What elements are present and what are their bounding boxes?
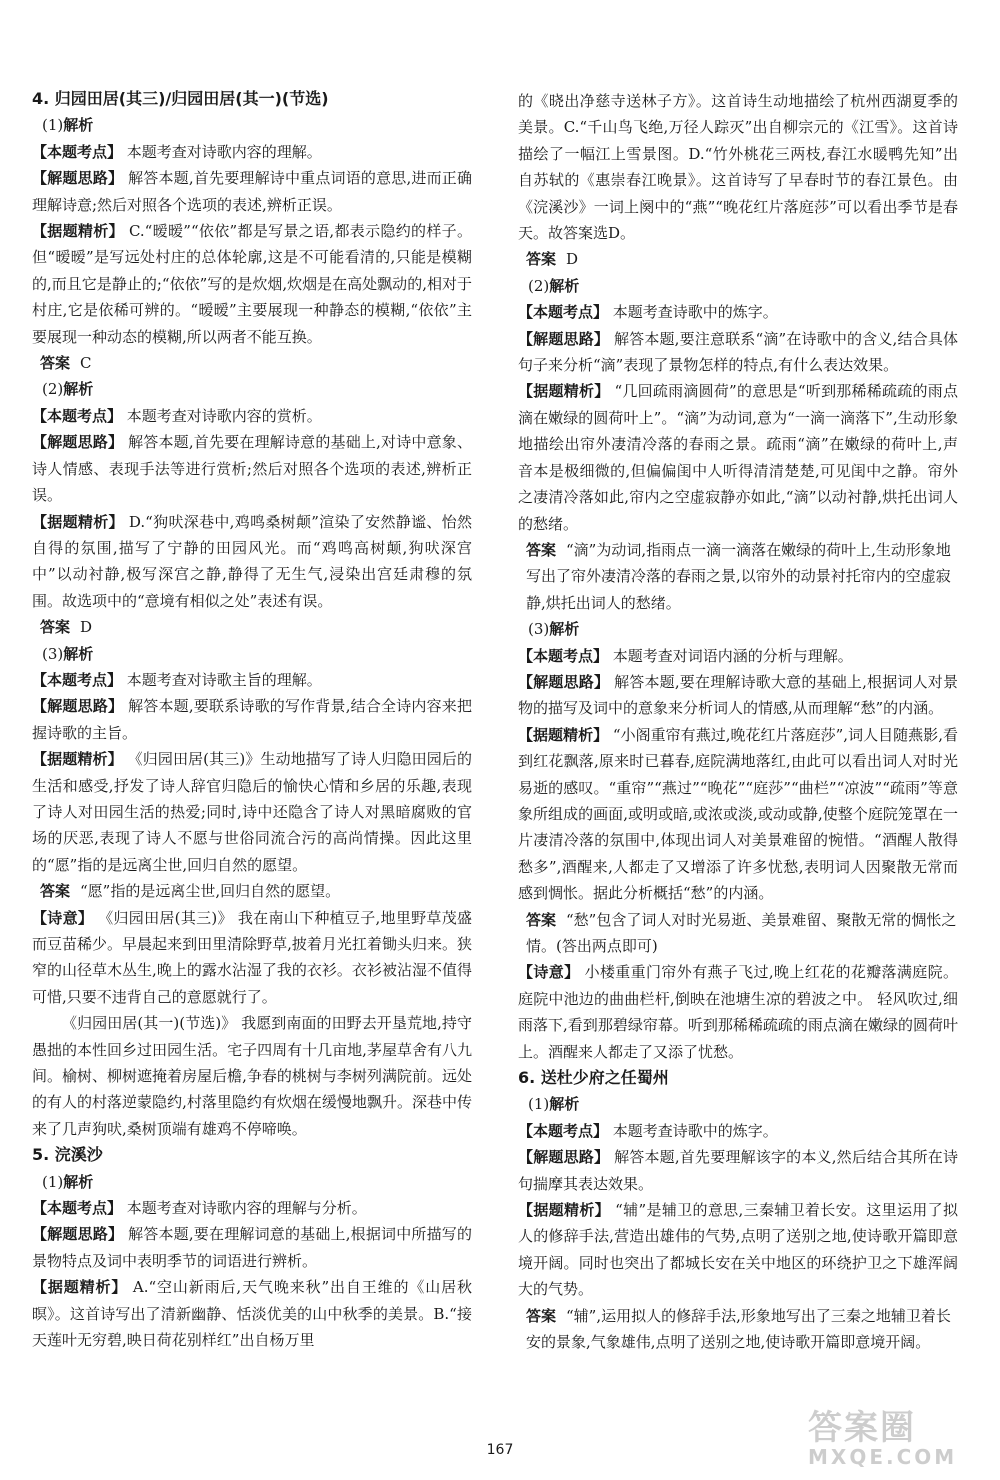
sub-question-label bbox=[32, 112, 472, 138]
paragraph-text: 解答本题,要在理解诗歌大意的基础上,根据词人对景物的描写及词中的意象来分析词人的情感,从而理解“愁”的内涵。 bbox=[518, 672, 958, 718]
bracket-tag: 【据题精析】 bbox=[32, 222, 124, 241]
sub-question-label bbox=[32, 376, 472, 402]
bracket-tag: 【据题精析】 bbox=[518, 725, 609, 744]
paragraph-text: 本题考查对词语内涵的分析与理解。 bbox=[608, 646, 853, 665]
explanation-paragraph bbox=[518, 643, 958, 669]
question-number: (2) bbox=[42, 380, 64, 399]
paragraph-text: “辅”是辅卫的意思,三秦辅卫着长安。这里运用了拟人的修辞手法,营造出雄伟的气势,点明了送别之地,使诗歌开篇即意境开阔。同时也突出了都城长安在关中地区的环绕护卫之下雄浑阔大的气势。 bbox=[518, 1201, 958, 1299]
explanation-paragraph bbox=[32, 693, 472, 746]
question-number: (3) bbox=[42, 644, 64, 663]
right-column bbox=[518, 88, 958, 1356]
paragraph-text: 小楼重重门帘外有燕子飞过,晚上红花的花瓣落满庭院。庭院中池边的曲曲栏杆,倒映在池塘生凉的碧波之中。 轻风吹过,细雨落下,看到那碧绿帘幕。听到那稀稀疏疏的雨点滴在嫩绿的圆荷叶上。酒醒来人都走了又添了忧愁。 bbox=[518, 963, 958, 1061]
bracket-tag: 【本题考点】 bbox=[32, 142, 123, 161]
paragraph-text: 本题考查对诗歌内容的理解。 bbox=[122, 142, 322, 161]
answer-label: 答案 bbox=[526, 910, 557, 929]
sub-question-label bbox=[518, 273, 958, 299]
paragraph-text: A.“空山新雨后,天气晚来秋”出自王维的《山居秋暝》。这首诗写出了清新幽静、恬淡优美的山中秋季的美景。B.“接天莲叶无穷碧,映日荷花别样红”出自杨万里 bbox=[32, 1278, 472, 1350]
paragraph-text: “小阁重帘有燕过,晚花红片落庭莎”,词人目随燕影,看到红花飘落,原来时已暮春,庭院满地落红,由此可以看出词人对时光易逝的感叹。“重帘”“燕过”“晚花”“庭莎”“曲栏”“凉波”“疏雨”等意象所组成的画面,或明或暗,或浓或淡,或动或静,使整个庭院笼罩在一片凄清冷落的氛围中,体现出词人对美景难留的惋惜。“酒醒人散得愁多”,酒醒来,人都走了又增添了许多忧愁,表明词人因聚散无常而感到惆怅。据此分析概括“愁”的内涵。 bbox=[518, 725, 958, 903]
explanation-paragraph bbox=[32, 667, 472, 693]
answer-line bbox=[518, 907, 958, 960]
paragraph-text: 本题考查诗歌中的炼字。 bbox=[608, 1121, 778, 1140]
sub-question-label bbox=[518, 1091, 958, 1117]
watermark-url: MXQE.COM bbox=[808, 1445, 958, 1469]
watermark-text: 答案圈 bbox=[808, 1408, 916, 1448]
explanation-paragraph bbox=[518, 1197, 958, 1303]
translation-paragraph: 《归园田居(其一)(节选)》 我愿到南面的田野去开垦荒地,持守愚拙的本性回乡过田园生活。宅子四周有十几亩地,茅屋草舍有八九间。榆树、柳树遮掩着房屋后檐,争春的桃树与李树列满院前。远处的有人的村落逆蒙隐约,村落里隐约有炊烟在缓慢地飘升。深巷中传来了几声狗吠,桑树顶端有雄鸡不停啼唤。 bbox=[32, 1014, 472, 1138]
bracket-tag: 【解题思路】 bbox=[32, 697, 124, 716]
answer-text: “愿”指的是远离尘世,回归自然的愿望。 bbox=[80, 882, 341, 901]
analysis-label: 解析 bbox=[63, 116, 94, 135]
explanation-paragraph bbox=[32, 905, 472, 1011]
page-number: 167 bbox=[486, 1442, 514, 1458]
paragraph-text: 解答本题,要联系诗歌的写作背景,结合全诗内容来把握诗歌的主旨。 bbox=[32, 697, 472, 742]
paragraph-text: 本题考查诗歌中的炼字。 bbox=[608, 303, 778, 322]
question-number: (1) bbox=[42, 1172, 64, 1191]
bracket-tag: 【据题精析】 bbox=[518, 382, 610, 401]
answer-line bbox=[518, 1303, 958, 1356]
analysis-label: 解析 bbox=[549, 276, 580, 295]
explanation-paragraph bbox=[32, 746, 472, 878]
answer-line bbox=[518, 537, 958, 616]
watermark-logo bbox=[808, 1410, 978, 1470]
bracket-tag: 【本题考点】 bbox=[518, 646, 609, 665]
answer-line bbox=[32, 350, 472, 376]
paragraph-text: 解答本题,首先要在理解诗意的基础上,对诗中意象、诗人情感、表现手法等进行赏析;然后对照各个选项的表述,辨析正误。 bbox=[32, 433, 472, 505]
bracket-tag: 【本题考点】 bbox=[518, 1121, 609, 1140]
question-number: (1) bbox=[528, 1095, 550, 1114]
explanation-paragraph bbox=[32, 165, 472, 218]
bracket-tag: 【据题精析】 bbox=[32, 750, 123, 769]
analysis-label: 解析 bbox=[63, 1172, 94, 1191]
answer-line bbox=[32, 878, 472, 904]
bracket-tag: 【解题思路】 bbox=[518, 329, 610, 348]
paragraph-text: 本题考查对诗歌内容的理解与分析。 bbox=[122, 1199, 367, 1218]
explanation-paragraph bbox=[32, 139, 472, 165]
explanation-paragraph bbox=[32, 429, 472, 508]
answer-label: 答案 bbox=[40, 354, 71, 373]
paragraph-text: 解答本题,首先要理解该字的本义,然后结合其所在诗句揣摩其表达效果。 bbox=[518, 1148, 958, 1193]
bracket-tag: 【解题思路】 bbox=[518, 672, 610, 691]
explanation-paragraph bbox=[518, 669, 958, 722]
question-number: (2) bbox=[528, 276, 550, 295]
bracket-tag: 【解题思路】 bbox=[32, 433, 124, 452]
explanation-paragraph bbox=[32, 1195, 472, 1221]
continued-paragraph: 的《晓出净慈寺送林子方》。这首诗生动地描绘了杭州西湖夏季的美景。C.“千山鸟飞绝,万径人踪灭”出自柳宗元的《江雪》。这首诗描绘了一幅江上雪景图。D.“竹外桃花三两枝,春江水暖鸭先知”出自苏轼的《惠崇春江晚景》。这首诗写了早春时节的春江景色。由《浣溪沙》一词上阕中的“燕”“晚花红片落庭莎”可以看出季节是春天。故答案选D。 bbox=[518, 92, 958, 243]
section-heading: 4. 归园田居(其三)/归园田居(其一)(节选) bbox=[32, 89, 329, 108]
explanation-paragraph bbox=[32, 218, 472, 350]
answer-line bbox=[518, 246, 958, 272]
question-number: (3) bbox=[528, 620, 550, 639]
bracket-tag: 【解题思路】 bbox=[518, 1148, 610, 1167]
bracket-tag: 【诗意】 bbox=[518, 963, 580, 982]
bracket-tag: 【解题思路】 bbox=[32, 169, 124, 188]
explanation-paragraph bbox=[32, 1274, 472, 1353]
paragraph-text: 解答本题,要在理解词意的基础上,根据词中所描写的景物特点及词中表明季节的词语进行辨析。 bbox=[32, 1225, 472, 1270]
explanation-paragraph bbox=[518, 722, 958, 907]
paragraph-text: 本题考查对诗歌主旨的理解。 bbox=[122, 670, 322, 689]
answer-line bbox=[32, 614, 472, 640]
bracket-tag: 【据题精析】 bbox=[32, 512, 124, 531]
paragraph-text: C.“暧暧”“依依”都是写景之语,都表示隐约的样子。但“暧暧”是写远处村庄的总体轮廓,这是不可能看清的,只能是模糊的,而且它是静止的;“依依”写的是炊烟,炊烟是在高处飘动的,相对于村庄,它是依稀可辨的。“暧暧”主要展现一种静态的模糊,“依依”主要展现一种动态的模糊,所以两者不能互换。 bbox=[32, 222, 472, 346]
answer-text: D bbox=[566, 250, 579, 269]
answer-label: 答案 bbox=[526, 1306, 557, 1325]
paragraph-text: 解答本题,首先要理解诗中重点词语的意思,进而正确理解诗意;然后对照各个选项的表述,辨析正误。 bbox=[32, 169, 472, 214]
answer-text: “辅”,运用拟人的修辞手法,形象地写出了三秦之地辅卫着长安的景象,气象雄伟,点明了送别之地,使诗歌开篇即意境开阔。 bbox=[526, 1306, 951, 1352]
question-number: (1) bbox=[42, 116, 64, 135]
explanation-paragraph bbox=[518, 378, 958, 536]
paragraph-text: 本题考查对诗歌内容的赏析。 bbox=[122, 406, 322, 425]
answer-label: 答案 bbox=[526, 250, 557, 269]
paragraph-text: 解答本题,要注意联系“滴”在诗歌中的含义,结合具体句子来分析“滴”表现了景物怎样的特点,有什么表达效果。 bbox=[518, 329, 958, 375]
paragraph-text: D.“狗吠深巷中,鸡鸣桑树颠”渲染了安然静谧、怡然自得的氛围,描写了宁静的田园风光。而“鸡鸣高树颠,狗吠深宫中”以动衬静,极写深宫之静,静得了无生气,浸染出宫廷肃穆的氛围。故选项中的“意境有相似之处”表述有误。 bbox=[32, 512, 472, 610]
bracket-tag: 【本题考点】 bbox=[32, 670, 123, 689]
explanation-paragraph bbox=[518, 1144, 958, 1197]
left-column bbox=[32, 86, 472, 1354]
sub-question-label bbox=[32, 641, 472, 667]
explanation-paragraph bbox=[32, 1221, 472, 1274]
explanation-paragraph bbox=[32, 509, 472, 615]
explanation-paragraph bbox=[518, 326, 958, 379]
bracket-tag: 【本题考点】 bbox=[518, 303, 609, 322]
bracket-tag: 【本题考点】 bbox=[32, 406, 123, 425]
paragraph-text: “几回疏雨滴圆荷”的意思是“听到那稀稀疏疏的雨点滴在嫩绿的圆荷叶上”。“滴”为动词,意为“一滴一滴落下”,生动形象地描绘出帘外凄清冷落的春雨之景。疏雨“滴”在嫩绿的荷叶上,声音本是极细微的,但偏偏闺中人听得清清楚楚,可见闺中之静。帘外之凄清冷落如此,帘内之空虚寂静亦如此,“滴”以动衬静,烘托出词人的愁绪。 bbox=[518, 382, 958, 533]
analysis-label: 解析 bbox=[549, 1095, 580, 1114]
answer-label: 答案 bbox=[40, 618, 71, 637]
bracket-tag: 【据题精析】 bbox=[518, 1201, 611, 1220]
explanation-paragraph bbox=[32, 403, 472, 429]
explanation-paragraph bbox=[518, 959, 958, 1065]
answer-label: 答案 bbox=[40, 882, 71, 901]
sub-question-label bbox=[32, 1169, 472, 1195]
answer-text: C bbox=[80, 354, 92, 373]
paragraph-text: 《归园田居(其三)》 我在南山下种植豆子,地里野草茂盛而豆苗稀少。早晨起来到田里清除野草,披着月光扛着锄头归来。狭窄的山径草木丛生,晚上的露水沾湿了我的衣衫。衣衫被沾湿不值得可惜,只要不违背自己的意愿就行了。 bbox=[32, 908, 472, 1006]
bracket-tag: 【解题思路】 bbox=[32, 1225, 124, 1244]
analysis-label: 解析 bbox=[63, 380, 94, 399]
section-heading: 6. 送杜少府之任蜀州 bbox=[518, 1068, 669, 1088]
sub-question-label bbox=[518, 616, 958, 642]
bracket-tag: 【据题精析】 bbox=[32, 1278, 128, 1297]
bracket-tag: 【本题考点】 bbox=[32, 1199, 123, 1218]
explanation-paragraph bbox=[518, 1118, 958, 1144]
bracket-tag: 【诗意】 bbox=[32, 908, 94, 927]
analysis-label: 解析 bbox=[63, 644, 94, 663]
explanation-paragraph bbox=[518, 299, 958, 325]
answer-text: “滴”为动词,指雨点一滴一滴落在嫩绿的荷叶上,生动形象地写出了帘外凄清冷落的春雨之景,以帘外的动景衬托帘内的空虚寂静,烘托出词人的愁绪。 bbox=[526, 540, 951, 612]
section-heading: 5. 浣溪沙 bbox=[32, 1145, 103, 1165]
paragraph-text: 《归园田居(其三)》生动地描写了诗人归隐田园后的生活和感受,抒发了诗人辞官归隐后的愉快心情和乡居的乐趣,表现了诗人对田园生活的热爱;同时,诗中还隐含了诗人对黑暗腐败的官场的厌恶,表现了诗人不愿与世俗同流合污的高尚情操。因此这里的“愿”指的是远离尘世,回归自然的愿望。 bbox=[32, 750, 472, 874]
analysis-label: 解析 bbox=[549, 620, 580, 639]
answer-label: 答案 bbox=[526, 540, 557, 559]
answer-text: D bbox=[80, 618, 93, 637]
answer-text: “愁”包含了词人对时光易逝、美景难留、聚散无常的惆怅之情。(答出两点即可) bbox=[526, 910, 957, 955]
